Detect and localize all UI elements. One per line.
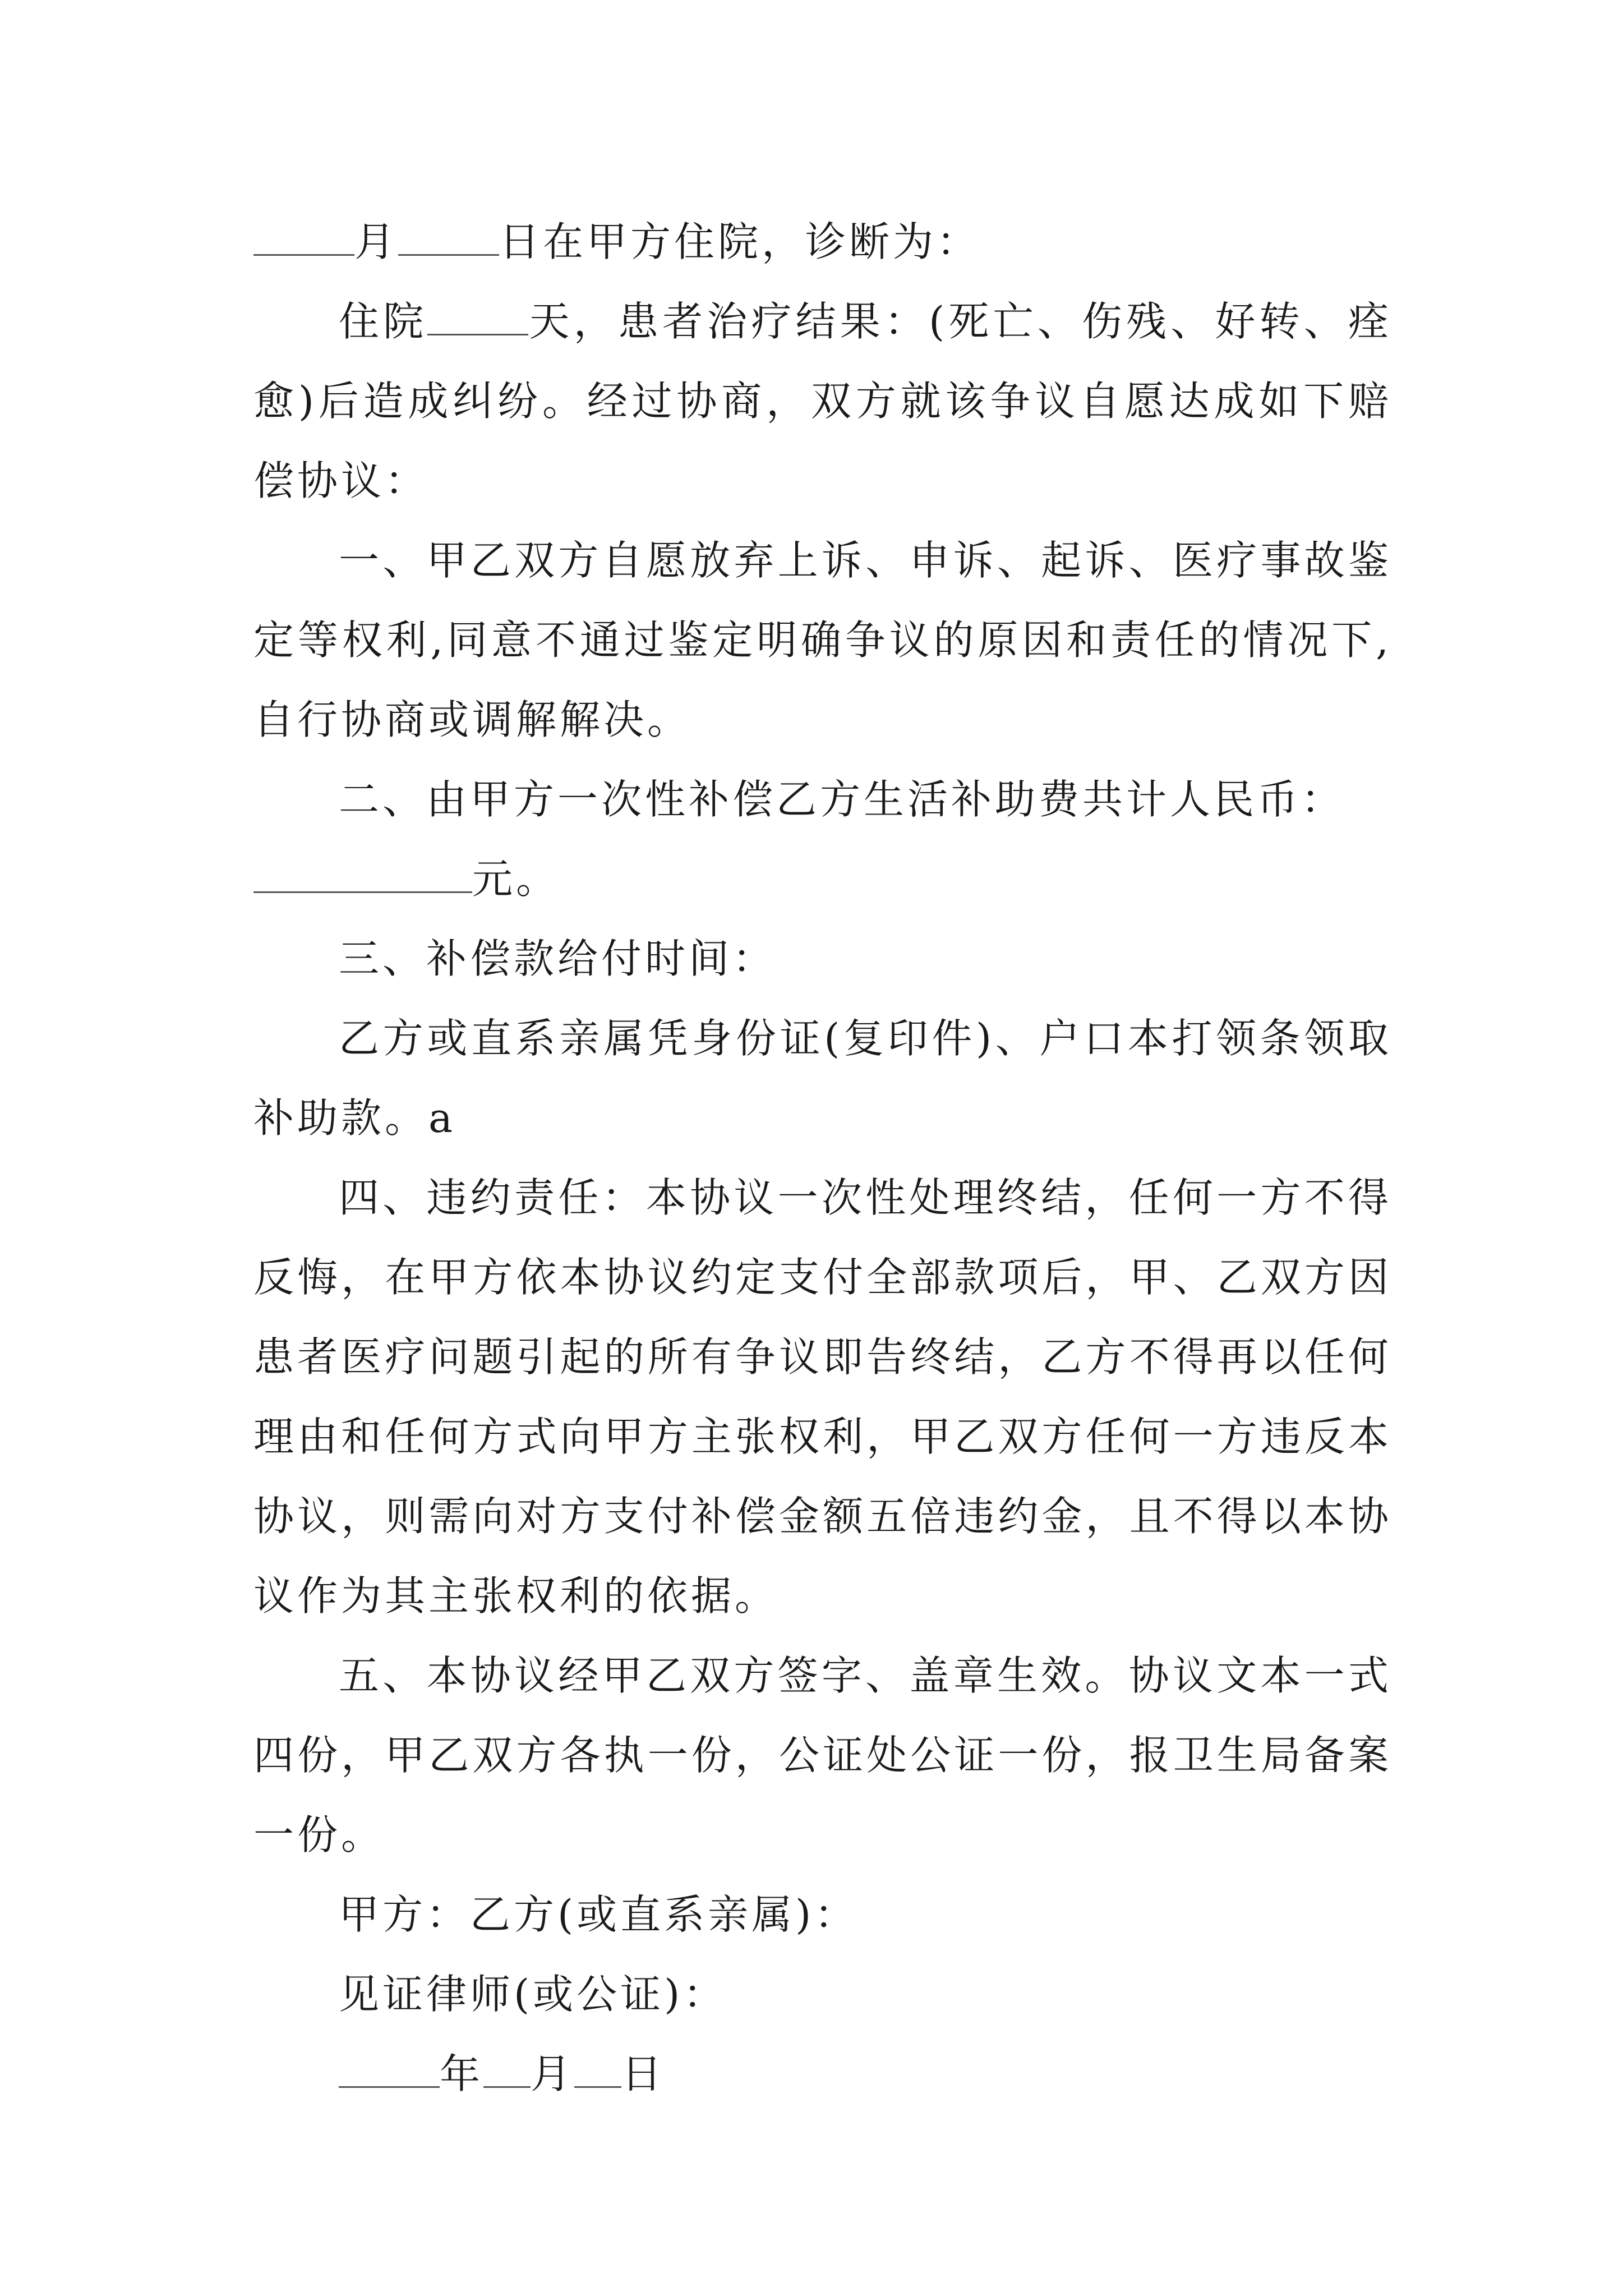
blank-field bbox=[253, 858, 472, 893]
date-month: 月 bbox=[531, 2050, 575, 2097]
blank-field bbox=[398, 220, 499, 256]
clause-1: 一、甲乙双方自愿放弃上诉、申诉、起诉、医疗事故鉴定等权利,同意不通过鉴定明确争议的原因和责任的情况下,自行协商或调解解决。 bbox=[253, 537, 1392, 743]
hospital-text: 天，患者治疗结果：(死亡、伤残、好转、痊愈)后造成纠纷。经过协商，双方就该争议自愿达成如下赔偿协议： bbox=[253, 298, 1392, 504]
blank-field bbox=[427, 300, 528, 335]
blank-field bbox=[574, 2053, 621, 2088]
clause-4: 四、违约责任：本协议一次性处理终结，任何一方不得反悔，在甲方依本协议约定支付全部款项后，甲、乙双方因患者医疗问题引起的所有争议即告终结，乙方不得再以任何理由和任何方式向甲方主张权利，甲乙双方任何一方违反本协议，则需向对方支付补偿金额五倍违约金，且不得以本协议作为其主张权利的依据。 bbox=[253, 1174, 1392, 1619]
blank-field bbox=[339, 2053, 440, 2088]
hospital-prefix: 住院 bbox=[339, 298, 428, 345]
blank-field bbox=[483, 2053, 531, 2088]
clause-2-unit: 元。 bbox=[472, 855, 560, 903]
sign-parties: 甲方：乙方(或直系亲属)： bbox=[339, 1891, 859, 1938]
intro-day-text: 日在甲方住院，诊断为： bbox=[499, 218, 981, 265]
date-day: 日 bbox=[621, 2050, 666, 2097]
date-year: 年 bbox=[440, 2050, 484, 2097]
hospitalization-paragraph bbox=[253, 282, 1392, 521]
intro-month: 月 bbox=[354, 218, 399, 265]
clause-3-detail: 乙方或直系亲属凭身份证(复印件)、户口本打领条领取补助款。a bbox=[253, 1015, 1392, 1142]
witness-line: 见证律师(或公证)： bbox=[339, 1971, 727, 2018]
agreement-body bbox=[253, 202, 1392, 2114]
date-line bbox=[253, 2034, 1392, 2114]
blank-field bbox=[253, 220, 354, 256]
clause-2-amount-line bbox=[253, 839, 1392, 919]
clause-2-text: 二、由甲方一次性补偿乙方生活补助费共计人民币： bbox=[339, 776, 1345, 823]
intro-line bbox=[253, 202, 1392, 282]
clause-2 bbox=[253, 760, 1392, 839]
clause-3: 三、补偿款给付时间： bbox=[339, 935, 777, 982]
clause-5: 五、本协议经甲乙双方签字、盖章生效。协议文本一式四份，甲乙双方各执一份，公证处公证一份，报卫生局备案一份。 bbox=[253, 1652, 1392, 1858]
